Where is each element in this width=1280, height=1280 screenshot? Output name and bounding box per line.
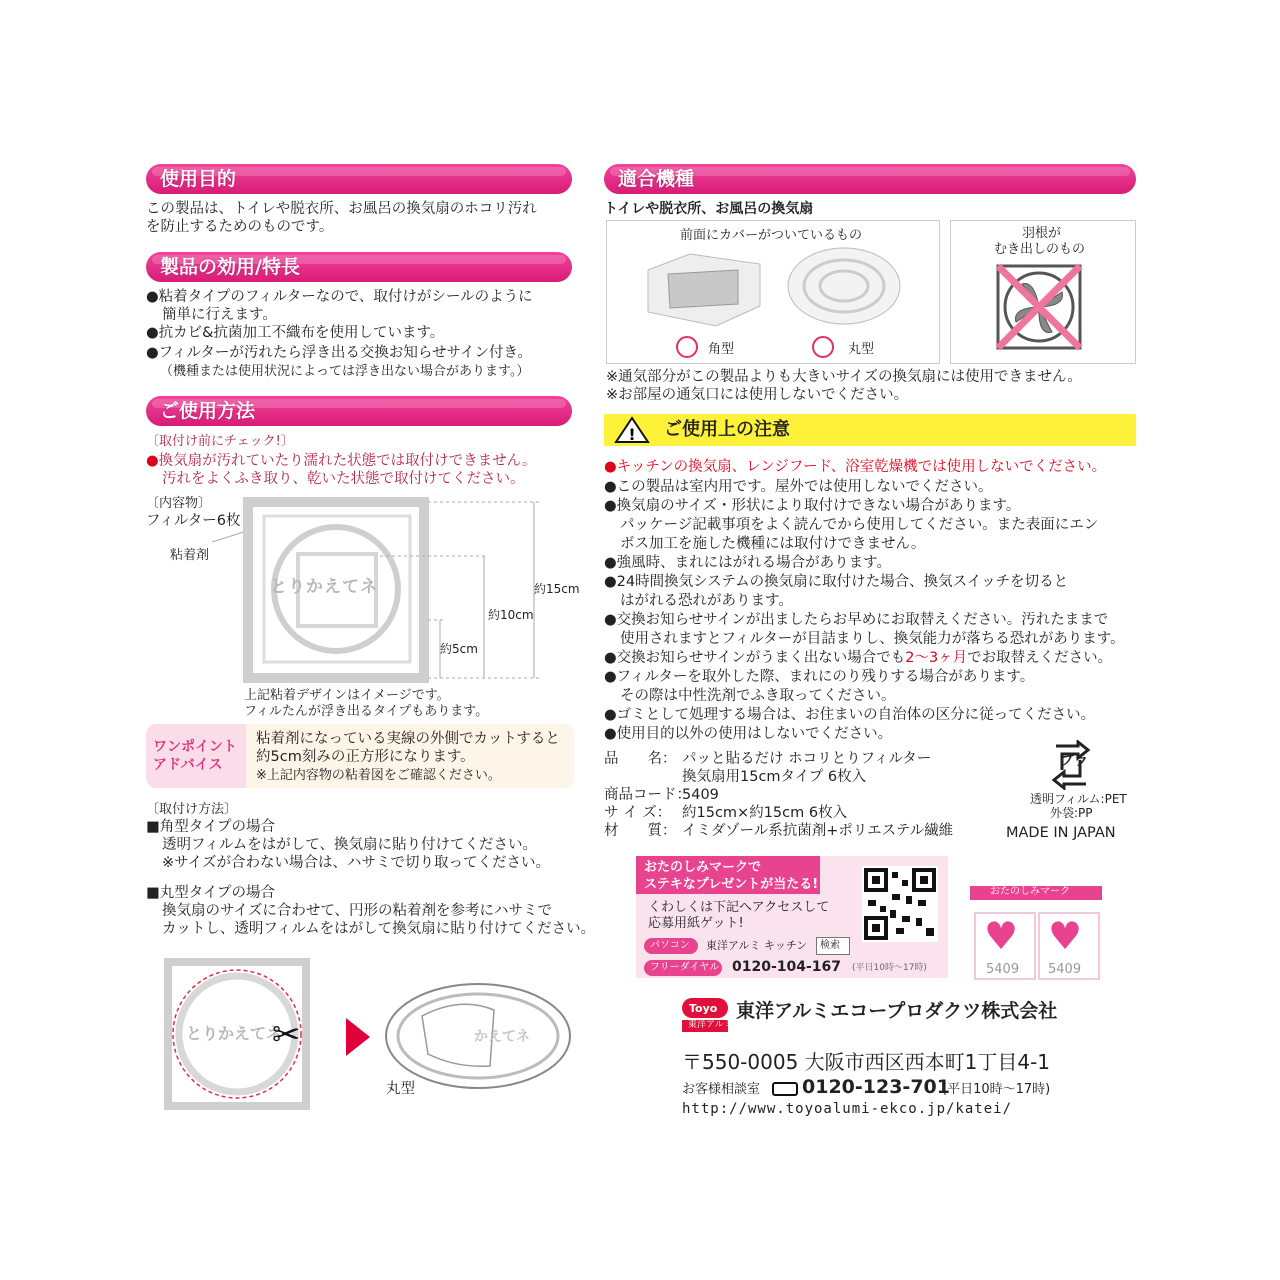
feature-line-5: （機種または使用状況によっては浮き出ない場合があります。）	[160, 364, 530, 379]
product-name-label: 品 名：	[604, 751, 677, 767]
scissors-icon: ✂	[272, 1015, 301, 1055]
company-address: 〒550-0005 大阪市西区西本町1丁目4-1	[682, 1050, 1051, 1074]
check-title: 〔取付け前にチェック!〕	[146, 434, 294, 449]
pc-label: パソコン	[650, 940, 690, 951]
dim-5cm: 約5cm	[440, 642, 478, 656]
recycle-line-2: 外袋:PP	[1050, 806, 1093, 820]
note-line-2: フィルたんが浮き出るタイプもあります。	[244, 704, 489, 719]
caution-line: ● フィルターを取外した際、まれにのり残りする場合があります。	[604, 668, 1034, 687]
heart-icon: ♥	[984, 914, 1019, 958]
feature-line-2: 簡単に行えます。	[162, 307, 277, 323]
check-line-2: 汚れをよくふき取り、乾いた状態で取付けてください。	[162, 471, 525, 487]
caution-line-sign	[604, 649, 1112, 668]
compat-header: 適合機種	[604, 164, 1136, 194]
feature-line-4: ● フィルターが汚れたら浮き出る交換お知らせサイン付き。	[146, 344, 532, 363]
caution-line: ● ゴミとして処理する場合は、お住まいの自治体の区分に従ってください。	[604, 706, 1095, 725]
product-name-line-1: パッと貼るだけ ホコリとりフィルター	[682, 751, 932, 767]
recycle-mark-text: プラ	[1060, 753, 1088, 769]
pc-text: 東洋アルミ キッチン	[706, 939, 808, 952]
contents-item: フィルター6枚	[146, 513, 241, 529]
square-line-1: 透明フィルムをはがして、換気扇に貼り付けてください。	[162, 837, 537, 853]
usage-header: ご使用方法	[146, 396, 572, 426]
advice-line-3: ※上記内容物の粘着図をご確認ください。	[256, 768, 501, 783]
sign-text-a: 交換お知らせサインがうまく出ない場合でも	[616, 650, 906, 666]
product-size-label: サ イ ズ：	[604, 805, 672, 821]
purpose-line-1: この製品は、トイレや脱衣所、お風呂の換気扇のホコリ汚れ	[146, 201, 537, 217]
kaku-label: 角型	[708, 342, 735, 357]
caution-line: 使用されますとフィルターが目詰まりし、換気能力が落ちる恐れがあります。	[620, 631, 1125, 647]
round-label: 丸型	[386, 1081, 415, 1097]
round-filter-text: かえてネ	[474, 1029, 530, 1045]
advice-label-2: アドバイス	[153, 757, 223, 773]
caution-line: ● 換気扇のサイズ・形状により取付けできない場合があります。	[604, 497, 1020, 516]
product-material: イミダゾール系抗菌剤+ポリエステル繊維	[682, 823, 954, 839]
mark-title: おたのしみマーク	[990, 886, 1070, 897]
free-hours: (平日10時〜17時)	[852, 963, 927, 973]
sign-period: 2〜3ヶ月	[905, 650, 968, 666]
round-line-2: カットし、透明フィルムをはがして換気扇に貼り付けてください。	[162, 921, 596, 937]
free-dial-icon	[772, 1082, 798, 1096]
support-phone: 0120-123-701	[802, 1076, 950, 1098]
product-code-label: 商品コード：	[604, 787, 691, 803]
free-label: フリーダイヤル	[650, 962, 720, 973]
caution-red-line: ● キッチンの換気扇、レンジフード、浴室乾燥機では使用しないでください。	[604, 458, 1106, 477]
search-label: 検索	[820, 940, 840, 951]
compat-subtitle: トイレや脱衣所、お風呂の換気扇	[604, 201, 814, 217]
feature-line-3: ● 抗カビ&抗菌加工不織布を使用しています。	[146, 324, 444, 343]
cover-caption: 前面にカバーがついているもの	[680, 228, 863, 243]
company-url[interactable]: http://www.toyoalumi-ekco.jp/katei/	[682, 1101, 1013, 1117]
promo-body-2: 応募用紙ゲット!	[648, 916, 744, 931]
purpose-header: 使用目的	[146, 164, 572, 194]
check-line-1: ● 換気扇が汚れていたり濡れた状態では取付けできません。	[146, 452, 537, 471]
toyo-logo-text: Toyo	[689, 1002, 718, 1015]
support-hours: (平日10時〜17時)	[942, 1082, 1051, 1097]
caution-line: はがれる恐れがあります。	[620, 593, 793, 609]
cut-filter-text: とりかえてネ	[186, 1024, 283, 1043]
sign-text-c: でお取替えください。	[967, 650, 1113, 666]
feature-line-1: ● 粘着タイプのフィルターなので、取付けがシールのように	[146, 288, 533, 307]
dim-10cm: 約10cm	[488, 608, 534, 622]
promo-title-1: おたのしみマークで	[644, 860, 762, 875]
compat-note-2: ※お部屋の通気口には使用しないでください。	[606, 387, 909, 403]
caution-line: その際は中性洗剤でふき取ってください。	[620, 688, 896, 704]
features-header: 製品の効用/特長	[146, 252, 572, 282]
support-label: お客様相談室	[682, 1082, 761, 1097]
note-line-1: 上記粘着デザインはイメージです。	[244, 688, 450, 703]
company-name: 東洋アルミエコープロダクツ株式会社	[736, 1000, 1058, 1022]
maru-label: 丸型	[848, 342, 875, 357]
ok-circle-icon	[812, 336, 834, 358]
product-size: 約15cm×約15cm 6枚入	[682, 805, 848, 821]
fan-cover-illustrations	[640, 244, 930, 334]
round-line-1: 換気扇のサイズに合わせて、円形の粘着剤を参考にハサミで	[162, 903, 553, 919]
caution-header: ご使用上の注意	[664, 419, 790, 440]
caution-line: パッケージ記載事項をよく読んでから使用してください。また表面にエン	[620, 517, 1099, 533]
caution-line: ● 使用目的以外の使用はしないでください。	[604, 725, 892, 744]
square-line-2: ※サイズが合わない場合は、ハサミで切り取ってください。	[162, 855, 550, 871]
ok-circle-icon	[676, 336, 698, 358]
exposed-caption-2: むき出しのもの	[994, 242, 1086, 257]
filter-diagram	[212, 496, 582, 686]
sub-logo-text: 東洋アルミ	[688, 1020, 733, 1030]
qr-code-icon[interactable]	[862, 866, 938, 942]
adhesive-label: 粘着剤	[170, 548, 210, 563]
promo-title-2: ステキなプレゼントが当たる!	[644, 877, 819, 892]
product-code: 5409	[682, 787, 719, 803]
free-number: 0120-104-167	[732, 959, 842, 975]
advice-line-2: 約5cm刻みの正方形になります。	[256, 749, 475, 765]
product-material-label: 材 質：	[604, 823, 677, 839]
exposed-caption-1: 羽根が	[1022, 226, 1062, 241]
heart-icon: ♥	[1048, 914, 1083, 958]
mark-code-1: 5409	[986, 962, 1020, 977]
contents-title: 〔内容物〕	[146, 496, 212, 511]
promo-body-1: くわしくは下記へアクセスして	[648, 900, 830, 915]
caution-line: ● 交換お知らせサインが出ましたらお早めにお取替えください。汚れたままで	[604, 611, 1108, 630]
caution-line: ● この製品は室内用です。屋外では使用しないでください。	[604, 478, 993, 497]
exposed-fan-icon	[992, 262, 1086, 352]
caution-line: ボス加工を施した機種には取付けできません。	[620, 536, 926, 552]
made-in: MADE IN JAPAN	[1006, 825, 1116, 841]
filter-text: とりかえてネ	[270, 577, 378, 597]
warning-icon	[614, 416, 650, 444]
dim-15cm: 約15cm	[534, 582, 580, 596]
compat-note-1: ※通気部分がこの製品よりも大きいサイズの換気扇には使用できません。	[606, 369, 1082, 385]
advice-line-1: 粘着剤になっている実線の外側でカットすると	[256, 731, 560, 747]
product-name-line-2: 換気扇用15cmタイプ 6枚入	[682, 769, 867, 785]
mark-code-2: 5409	[1048, 962, 1082, 977]
caution-line: ● 強風時、まれにはがれる場合があります。	[604, 554, 891, 573]
round-title: ■丸型タイプの場合	[146, 885, 275, 901]
purpose-line-2: を防止するためのものです。	[146, 219, 334, 235]
caution-line: ● 24時間換気システムの換気扇に取付けた場合、換気スイッチを切ると	[604, 573, 1068, 592]
install-title: 〔取付け方法〕	[146, 802, 238, 817]
recycle-line-1: 透明フィルム:PET	[1030, 792, 1127, 806]
svg-text:!: !	[628, 425, 636, 444]
advice-label-1: ワンポイント	[153, 739, 237, 755]
square-title: ■角型タイプの場合	[146, 819, 275, 835]
